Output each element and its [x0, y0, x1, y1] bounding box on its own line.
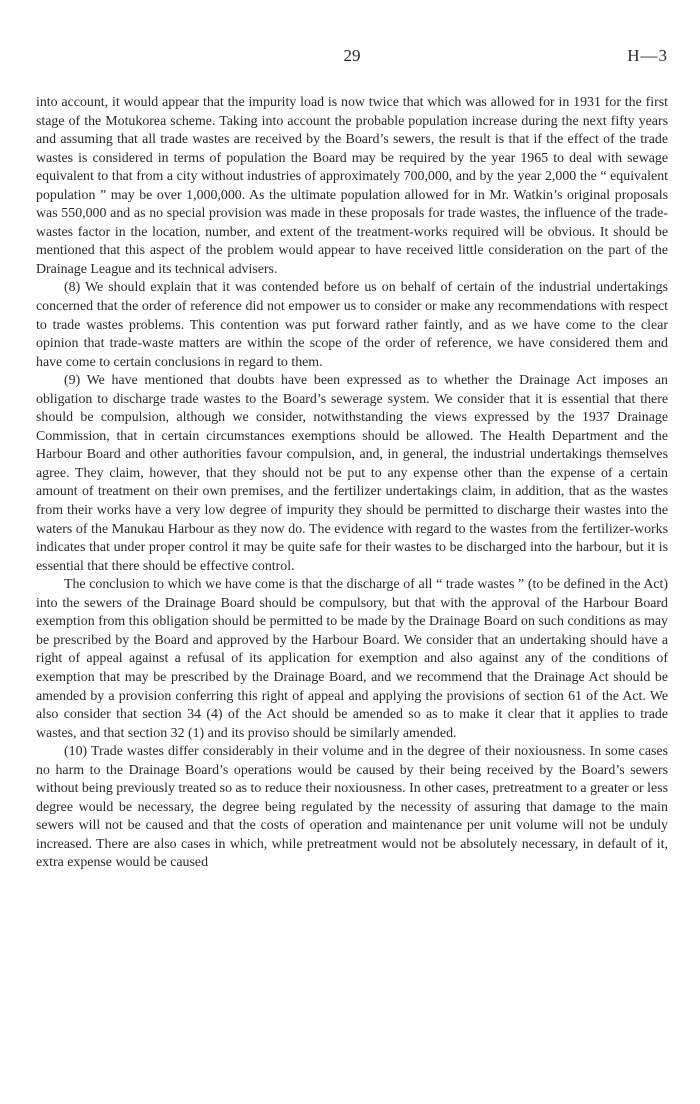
- page-number: 29: [343, 46, 361, 65]
- paragraph-8: (8) We should explain that it was contended before us on behalf of certain of the industrial undertakings concerned that the order of reference did not empower us to consider or make any recommendations with respect to trade wastes problems. This contention was put forward rather faintly, and as we have come to the clear opinion that trade-waste matters are within the scope of the order of reference, we have considered them and have come to certain conclusions in regard to them.: [36, 280, 668, 370]
- page-body: [36, 50, 668, 1090]
- body-text: [36, 94, 668, 873]
- paragraph-conclusion: The conclusion to which we have come is that the discharge of all “ trade wastes ” (to be defined in the Act) into the sewers of the Drainage Board should be compulsory, but that with the approval of the Harbour Board exemption from this obligation should be permitted to be made by the Drainage Board on such conditions as may be prescribed by the Board and approved by the Harbour Board. We consider that an undertaking should have a right of appeal against a refusal of its application for exemption and also against any of the conditions of exemption that may be prescribed by the Drainage Board, and we recommend that the Drainage Act should be amended by a provision conferring this right of appeal and applying the provisions of section 61 of the Act. We also consider that section 34 (4) of the Act should be amended so as to make it clear that it applies to trade wastes, and that section 32 (1) and its proviso should be similarly amended.: [36, 577, 668, 741]
- paragraph-10: (10) Trade wastes differ considerably in their volume and in the degree of their noxiousness. In some cases no harm to the Drainage Board’s operations would be caused by their being received by the Board’s sewers without being previously treated so as to reduce their noxiousness. In other cases, pretreatment to a greater or less degree would be necessary, the degree being regulated by the necessity of assuring that damage to the main sewers will not be caused and that the costs of operation and maintenance per unit volume will not be unduly increased. There are also cases in which, while pretreatment would not be absolutely necessary, in default of it, extra expense would be caused: [36, 744, 668, 871]
- paragraph-continuation: into account, it would appear that the impurity load is now twice that which was allowed for in 1931 for the first stage of the Motukorea scheme. Taking into account the probable population increase during the next fifty years and assuming that all trade wastes are received by the Board’s sewers, the result is that if the effect of the trade wastes is considered in terms of population the Board may be required by the year 1965 to deal with sewage equivalent to that from a city without industries of approximately 700,000, and by the year 2,000 the “ equivalent population ” may be over 1,000,000. As the ultimate population allowed for in Mr. Watkin’s original proposals was 550,000 and as no special provision was made in these proposals for trade wastes, the influence of the trade-wastes factor in the location, number, and extent of the treatment-works required will be obvious. It should be mentioned that this aspect of the problem would appear to have received little consideration on the part of the Drainage League and its technical advisers.: [36, 95, 668, 277]
- document-reference: H—3: [627, 46, 668, 65]
- paragraph-9: (9) We have mentioned that doubts have been expressed as to whether the Drainage Act imposes an obligation to discharge trade wastes to the Board’s sewerage system. We consider that it is essential that there should be compulsion, although we consider, notwithstanding the views expressed by the 1937 Drainage Commission, that in certain circumstances exemptions should be allowed. The Health Department and the Harbour Board and other authorities favour compulsion, and, in general, the industrial undertakings themselves agree. They claim, however, that they should not be put to any expense other than the expense of a certain amount of treatment on their own premises, and the fertilizer undertakings claim, in addition, that as the wastes from their works have a very low degree of impurity they should be permitted to discharge their wastes into the waters of the Manukau Harbour as they now do. The evidence with regard to the wastes from the fertilizer-works indicates that under proper control it may be quite safe for their wastes to be discharged into the harbour, but it is essential that there should be effective control.: [36, 373, 668, 574]
